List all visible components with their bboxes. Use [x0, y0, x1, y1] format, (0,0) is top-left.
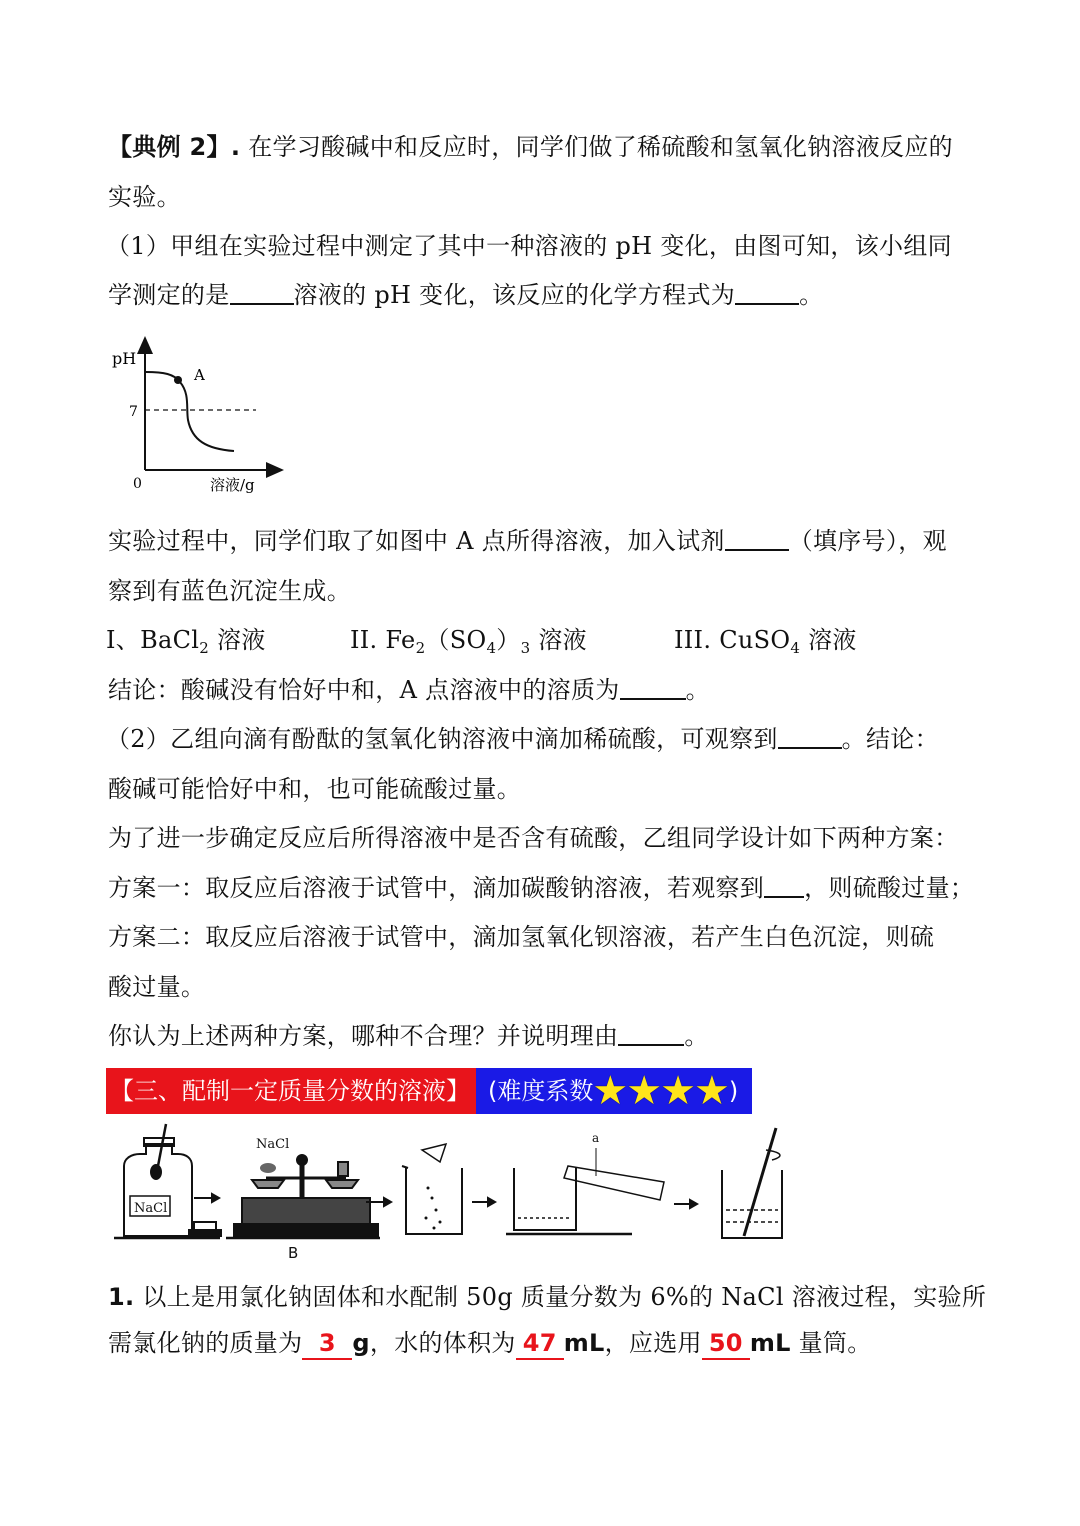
option-1-text: I、BaCl — [106, 626, 200, 654]
q1-text-c: ，水的体积为 — [369, 1329, 516, 1357]
star-icon: ★ — [693, 1068, 730, 1114]
difficulty-close: ) — [728, 1077, 739, 1105]
point-a-marker — [174, 376, 182, 384]
bottle-label: NaCl — [134, 1201, 168, 1216]
part2-text-b: 。结论： — [841, 725, 939, 753]
option-2-text: II. Fe — [350, 626, 416, 654]
point-a-label: A — [194, 366, 205, 384]
example-text: 在学习酸碱中和反应时，同学们做了稀硫酸和氢氧化钠溶液反应的 — [248, 133, 953, 161]
plan-1 — [108, 863, 988, 913]
option-2-sub: 2 — [415, 639, 426, 657]
arrow-icon — [472, 1198, 495, 1206]
q1-unit-ml: mL — [563, 1329, 605, 1357]
conclusion-1-end: 。 — [685, 676, 710, 704]
answer-blank[interactable] — [725, 519, 789, 551]
plan-2-line-1: 方案二：取反应后溶液于试管中，滴加氢氧化钡溶液，若产生白色沉淀，则硫 — [108, 923, 935, 951]
star-icon: ★ — [592, 1068, 629, 1114]
bottle-stopper-icon — [189, 1222, 221, 1236]
part1-text-b: 溶液的 pH 变化，该反应的化学方程式为 — [293, 281, 736, 309]
answer-blank[interactable] — [778, 717, 842, 749]
part1-text-c: 。 — [799, 281, 824, 309]
balance-label: NaCl — [256, 1137, 290, 1152]
answer-mass[interactable]: 3 — [302, 1328, 352, 1360]
question-1-line-2 — [108, 1318, 988, 1368]
difficulty-label: (难度系数 — [488, 1077, 594, 1105]
conclusion-1 — [108, 665, 988, 715]
example-line-1 — [108, 122, 988, 172]
arrow-icon — [194, 1194, 219, 1202]
beaker-pouring-icon — [402, 1144, 462, 1234]
option-2-sub3: 3 — [520, 639, 531, 657]
tick-7-label: 7 — [129, 404, 138, 420]
star-icon: ★ — [626, 1068, 663, 1114]
q1-unit-g: g — [352, 1329, 370, 1357]
example-title: 【典例 2】. — [108, 133, 241, 161]
x-axis-label: 溶液/g — [210, 476, 255, 494]
reagent-bottle-icon — [124, 1124, 192, 1236]
answer-blank[interactable] — [618, 1014, 684, 1046]
part2-line-2: 酸碱可能恰好中和，也可能硫酸过量。 — [108, 775, 522, 803]
example-line-2: 实验。 — [108, 183, 181, 211]
balance-letter: B — [288, 1244, 299, 1262]
question-reason — [108, 1011, 988, 1061]
part2-text-a: （2）乙组向滴有酚酞的氢氧化钠溶液中滴加稀硫酸，可观察到 — [106, 725, 778, 753]
q1-text-e: ，应选用 — [604, 1329, 702, 1357]
answer-cylinder-size[interactable]: 50 — [702, 1328, 750, 1360]
experiment-line-1 — [108, 516, 988, 566]
difficulty-rating — [476, 1068, 752, 1114]
option-2-paren: （SO — [425, 626, 487, 654]
conclusion-1-text: 结论：酸碱没有恰好中和，A 点溶液中的溶质为 — [108, 676, 620, 704]
origin-label: 0 — [133, 476, 142, 492]
question-1-line-1 — [108, 1272, 988, 1322]
ph-graph — [104, 336, 294, 504]
plan-1-text: 方案一：取反应后溶液于试管中，滴加碳酸钠溶液，若观察到 — [108, 874, 765, 902]
q1-text-g: 量筒。 — [790, 1329, 872, 1357]
answer-blank[interactable] — [230, 273, 294, 305]
q1-text-a: 需氯化钠的质量为 — [108, 1329, 303, 1357]
option-1-sub: 2 — [199, 639, 210, 657]
experiment-text-b: （填序号），观 — [788, 527, 947, 555]
part1-line-2 — [108, 270, 988, 320]
star-icon: ★ — [660, 1068, 696, 1114]
option-1-suffix: 溶液 — [209, 626, 266, 654]
part2-line-1 — [106, 714, 986, 764]
q1-unit-ml-2: mL — [749, 1329, 791, 1357]
experiment-line-2: 察到有蓝色沉淀生成。 — [108, 577, 351, 605]
option-3-suffix: 溶液 — [800, 626, 857, 654]
option-2-suffix: 溶液 — [530, 626, 587, 654]
experiment-text-a: 实验过程中，同学们取了如图中 A 点所得溶液，加入试剂 — [108, 527, 725, 555]
part1-text-a: 学测定的是 — [108, 281, 230, 309]
reason-text: 你认为上述两种方案，哪种不合理？并说明理由 — [108, 1022, 619, 1050]
section-title: 【三、配制一定质量分数的溶液】 — [106, 1068, 476, 1114]
plan-1-end: ，则硫酸过量； — [804, 874, 975, 902]
option-2-sub2: 4 — [486, 639, 497, 657]
answer-water-volume[interactable]: 47 — [516, 1328, 564, 1360]
glass-rod-stirring-icon — [722, 1128, 782, 1238]
part1-line-1: （1）甲组在实验过程中测定了其中一种溶液的 pH 变化，由图可知，该小组同 — [106, 232, 952, 260]
plan-2-line-2: 酸过量。 — [108, 973, 206, 1001]
ph-curve — [146, 372, 234, 451]
cylinder-letter: a — [592, 1131, 600, 1145]
option-3-sub: 4 — [790, 639, 801, 657]
graduated-cylinder-icon — [514, 1131, 664, 1230]
question-number: 1. — [108, 1283, 135, 1311]
y-axis-label: pH — [112, 349, 137, 368]
section-banner — [106, 1068, 752, 1114]
option-2-close: ） — [496, 626, 521, 654]
answer-blank[interactable] — [764, 866, 804, 898]
option-3-text: III. CuSO — [674, 626, 791, 654]
part2-line-3: 为了进一步确定反应后所得溶液中是否含有硫酸，乙组同学设计如下两种方案： — [108, 824, 959, 852]
reason-end: 。 — [684, 1022, 709, 1050]
arrow-icon — [674, 1200, 697, 1208]
balance-scale-icon — [234, 1137, 378, 1236]
answer-blank[interactable] — [735, 273, 799, 305]
apparatus-diagram — [106, 1118, 806, 1268]
question-1-text: 以上是用氯化钠固体和水配制 50g 质量分数为 6%的 NaCl 溶液过程，实验所 — [134, 1283, 987, 1311]
answer-blank[interactable] — [620, 668, 686, 700]
